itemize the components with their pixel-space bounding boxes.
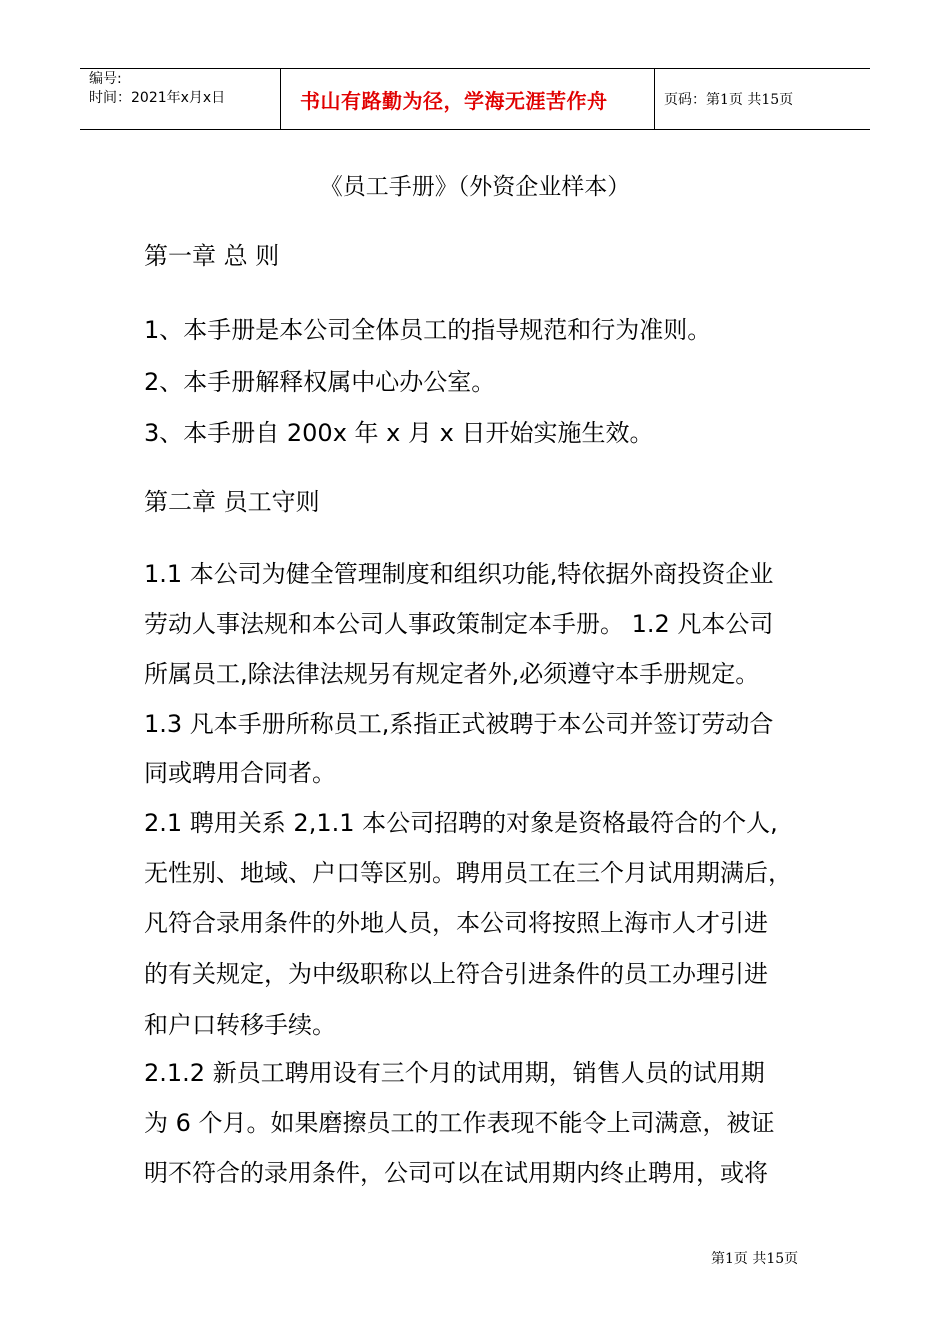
chapter-1-item-2: 2、本手册解释权属中心办公室。 xyxy=(144,368,496,396)
chapter-2-line: 2.1 聘用关系 2,1.1 本公司招聘的对象是资格最符合的个人, xyxy=(144,809,778,837)
chapter-2-line: 无性别、地域、户口等区别。聘用员工在三个月试用期满后， xyxy=(144,859,792,887)
chapter-1-item-3: 3、本手册自 200x 年 x 月 x 日开始实施生效。 xyxy=(144,419,654,447)
header-page-info: 页码：第1页 共15页 xyxy=(664,92,794,108)
page-header xyxy=(80,68,870,130)
number-label: 编号: xyxy=(89,71,122,87)
chapter-2-line: 和户口转移手续。 xyxy=(144,1011,336,1039)
chapter-2-line: 劳动人事法规和本公司人事政策制定本手册。 1.2 凡本公司 xyxy=(144,610,774,638)
chapter-2-line: 的有关规定，为中级职称以上符合引进条件的员工办理引进 xyxy=(144,960,768,988)
chapter-2-line: 2.1.2 新员工聘用设有三个月的试用期，销售人员的试用期 xyxy=(144,1059,765,1087)
document-title: 《员工手册》（外资企业样本） xyxy=(319,174,631,200)
chapter-2-line: 1.3 凡本手册所称员工,系指正式被聘于本公司并签订劳动合 xyxy=(144,710,774,738)
chapter-1-heading: 第一章 总 则 xyxy=(144,242,280,270)
time-label: 时间：2021年x月x日 xyxy=(89,90,226,106)
chapter-1-item-1: 1、本手册是本公司全体员工的指导规范和行为准则。 xyxy=(144,316,712,344)
chapter-2-heading: 第二章 员工守则 xyxy=(144,488,320,516)
chapter-2-line: 1.1 本公司为健全管理制度和组织功能,特依据外商投资企业 xyxy=(144,560,774,588)
page-footer: 第1页 共15页 xyxy=(711,1251,799,1267)
chapter-2-line: 所属员工,除法律法规另有规定者外,必须遵守本手册规定。 xyxy=(144,660,760,688)
chapter-2-line: 同或聘用合同者。 xyxy=(144,759,336,787)
chapter-2-line: 明不符合的录用条件，公司可以在试用期内终止聘用，或将 xyxy=(144,1159,768,1187)
chapter-2-line: 为 6 个月。如果磨擦员工的工作表现不能令上司满意，被证 xyxy=(144,1109,775,1137)
chapter-2-line: 凡符合录用条件的外地人员，本公司将按照上海市人才引进 xyxy=(144,909,768,937)
header-motto: 书山有路勤为径，学海无涯苦作舟 xyxy=(281,69,655,129)
header-left-cell xyxy=(80,69,281,129)
